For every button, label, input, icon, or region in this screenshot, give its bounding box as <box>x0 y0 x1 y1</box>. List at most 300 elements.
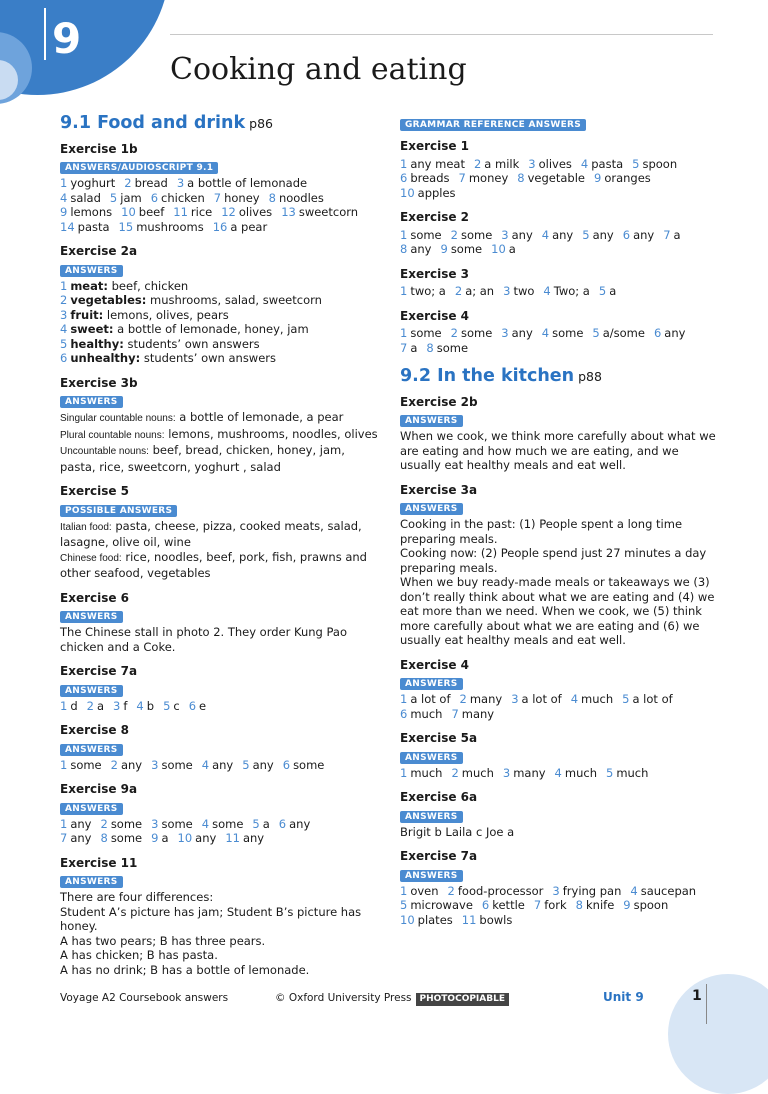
answer-text: oranges <box>604 171 651 185</box>
answer-line <box>400 913 720 928</box>
answer-number: 3 <box>552 883 560 898</box>
answer-number: 3 <box>151 816 159 831</box>
exercise-block <box>60 244 380 366</box>
answer-text: lemons, olives, pears <box>106 307 229 322</box>
answer-paragraph: A has two pears; B has three pears. <box>60 933 266 948</box>
exercise-block <box>60 723 380 772</box>
answer-number: 10 <box>400 912 415 927</box>
answers-badge: ANSWERS <box>60 611 123 623</box>
answer-line <box>60 337 380 352</box>
answer-text: a <box>609 284 617 298</box>
answer-text: Two; a <box>553 284 590 298</box>
answer-text: c <box>173 698 180 713</box>
answer-line <box>60 443 380 474</box>
answer-number: 2 <box>473 156 482 171</box>
answer-line <box>400 228 720 243</box>
answer-number: 2 <box>60 293 68 307</box>
answer-line <box>400 242 720 257</box>
grammar-reference-badge: GRAMMAR REFERENCE ANSWERS <box>400 119 586 131</box>
answer-text: b <box>146 698 155 713</box>
answer-number: 8 <box>268 190 276 205</box>
answer-text: any <box>212 757 234 772</box>
answer-badge-row <box>60 800 380 817</box>
page-title: Cooking and eating <box>170 52 467 87</box>
exercise-title: Exercise 2b <box>400 394 478 409</box>
answer-line <box>400 707 720 722</box>
answer-text: any <box>511 227 533 242</box>
answers-badge: ANSWERS <box>60 396 123 408</box>
answer-text: some <box>110 831 143 845</box>
answer-text: any <box>252 757 274 772</box>
answer-text: mushrooms <box>136 219 204 234</box>
answer-number: 5 <box>605 765 614 780</box>
answer-number: 4 <box>570 692 579 706</box>
answer-line <box>60 427 380 444</box>
exercise-title: Exercise 4 <box>400 657 470 672</box>
answer-text: beef, chicken <box>111 278 189 293</box>
answer-number: 3 <box>151 757 159 772</box>
answer-line <box>60 322 380 337</box>
answer-text: beef <box>138 205 165 219</box>
answer-line <box>60 293 380 308</box>
answer-line <box>60 550 380 581</box>
answer-line <box>60 758 380 773</box>
exercise-title: Exercise 11 <box>60 855 138 870</box>
answer-number: 6 <box>400 171 408 185</box>
exercise-title: Exercise 2 <box>400 210 470 224</box>
answer-badge-row <box>400 412 720 429</box>
exercise-block <box>60 376 380 475</box>
exercise-title: Exercise 2a <box>60 244 138 258</box>
exercise-block <box>400 658 720 722</box>
answer-line <box>60 308 380 323</box>
answer-number: 5 <box>622 692 630 706</box>
answer-badge-row <box>400 749 720 766</box>
answers-badge: ANSWERS <box>400 752 463 764</box>
answer-text: saucepan <box>640 883 697 898</box>
answer-number: 2 <box>459 692 467 706</box>
answer-text: any <box>242 831 265 845</box>
answer-number: 4 <box>201 757 210 772</box>
answer-text: bowls <box>479 912 513 927</box>
answer-text: noodles <box>278 190 324 205</box>
answer-label: unhealthy: <box>70 351 141 365</box>
exercise-block <box>60 664 380 713</box>
section-page-ref: p88 <box>578 369 602 384</box>
answer-line <box>60 220 380 235</box>
answer-text: plates <box>417 912 453 927</box>
answer-number: 5 <box>598 284 607 298</box>
answer-number: 1 <box>400 156 408 171</box>
answers-badge: ANSWERS <box>60 685 123 697</box>
answer-paragraph: The Chinese stall in photo 2. They order Kung Pao chicken and a Coke. <box>60 625 348 654</box>
unit-divider <box>44 8 46 60</box>
answer-number: 5 <box>582 227 590 242</box>
answer-number: 4 <box>541 227 550 242</box>
answer-text: spoon <box>642 156 678 171</box>
answer-number: 2 <box>450 326 458 340</box>
answer-number: 16 <box>212 219 228 234</box>
answer-number: 6 <box>653 326 662 340</box>
answer-line <box>400 692 720 707</box>
answer-badge-row <box>400 808 720 825</box>
answer-number: 1 <box>60 816 68 831</box>
answer-label: vegetables: <box>70 293 147 307</box>
answer-line <box>400 186 720 201</box>
answer-number: 2 <box>451 765 459 780</box>
answer-text: any <box>592 227 614 242</box>
answer-number: 10 <box>400 185 415 200</box>
answer-number: 2 <box>124 176 132 190</box>
exercise-block <box>400 267 720 299</box>
answer-text: any <box>70 831 92 845</box>
answer-label: sweet: <box>70 322 114 336</box>
answer-text: any <box>120 757 143 772</box>
answer-text: money <box>468 171 509 185</box>
answer-text: some <box>110 816 143 831</box>
answer-text: any <box>289 816 311 831</box>
answer-number: 1 <box>400 227 408 242</box>
exercise-title: Exercise 7a <box>400 849 478 863</box>
answer-number: 2 <box>447 883 455 898</box>
answers-badge: ANSWERS/AUDIOSCRIPT 9.1 <box>60 162 218 174</box>
exercise-title: Exercise 3a <box>400 482 478 497</box>
answer-text: rice, noodles, beef, pork, fish, prawns and other seafood, vegetables <box>60 549 367 580</box>
answer-line <box>60 410 380 427</box>
answer-text: many <box>513 765 546 780</box>
answer-text: two <box>513 284 535 298</box>
answer-number: 5 <box>109 190 118 205</box>
answer-line <box>400 898 720 913</box>
answer-text: any <box>664 326 686 340</box>
answers-badge: POSSIBLE ANSWERS <box>60 505 177 517</box>
exercise-title: Exercise 3b <box>60 375 138 390</box>
answer-text: breads <box>410 171 450 185</box>
answer-text: a <box>96 698 105 713</box>
exercise-block <box>400 395 720 473</box>
answer-paragraph: Cooking now: (2) People spend just 27 minutes a day preparing meals. <box>400 546 707 575</box>
footer-book-title: Voyage A2 Coursebook answers <box>60 992 229 1004</box>
answer-badge-row <box>60 741 380 758</box>
answer-text: pasta <box>591 156 624 171</box>
answer-number: 2 <box>100 816 108 831</box>
answer-text: fork <box>544 898 567 912</box>
answer-text: honey <box>224 190 260 205</box>
answer-text: mushrooms, salad, sweetcorn <box>150 293 322 307</box>
answer-text: a lot of <box>632 692 673 706</box>
exercise-block <box>60 856 380 978</box>
answer-number: 6 <box>60 351 68 365</box>
section-title-9-2 <box>400 366 720 386</box>
answer-number: 6 <box>481 898 490 912</box>
answer-number: 9 <box>440 242 448 256</box>
answer-text: any <box>410 242 432 256</box>
answer-line <box>400 157 720 172</box>
answer-paragraph: When we buy ready-made meals or takeaways we (3) don’t really think about what we are eating and (4) we eat more than we need. When we cook, we (5) think more carefully about what we are eating and (6) we usually eat healthy meals and eat well. <box>400 575 715 647</box>
answer-number: 5 <box>632 156 640 171</box>
answer-text: olives <box>538 156 572 171</box>
answer-number: 11 <box>173 205 188 219</box>
answer-badge-row <box>60 262 380 279</box>
answer-text: microwave <box>410 898 473 912</box>
answer-text: a lot of <box>521 692 562 706</box>
exercise-block <box>400 790 720 839</box>
answer-number: 6 <box>622 227 631 242</box>
answer-paragraph: A has no drink; B has a bottle of lemonade. <box>60 962 310 977</box>
answer-number: 8 <box>100 831 108 845</box>
answers-badge: ANSWERS <box>60 744 123 756</box>
answer-text: any <box>633 227 655 242</box>
answer-text: much <box>581 692 614 706</box>
answer-text: olives <box>238 205 273 219</box>
answer-number: 2 <box>110 757 118 772</box>
answer-badge-row <box>60 608 380 625</box>
answer-number: 6 <box>150 190 159 205</box>
answer-number: 5 <box>252 816 260 831</box>
answer-number: 11 <box>461 912 477 927</box>
answer-paragraph: Brigit b Laila c Joe a <box>400 824 515 839</box>
answer-text: salad <box>70 190 101 205</box>
answer-text: pasta, cheese, pizza, cooked meats, salad, lasagne, olive oil, wine <box>60 518 362 549</box>
answer-number: 6 <box>400 706 408 721</box>
exercise-block <box>60 484 380 581</box>
answer-text: chicken <box>161 190 205 205</box>
answer-number: 8 <box>575 898 583 912</box>
answer-text: knife <box>586 898 615 912</box>
section-title-text: 9.1 Food and drink <box>60 113 246 133</box>
answer-line <box>400 171 720 186</box>
answer-number: 4 <box>543 284 551 298</box>
answer-number: 1 <box>60 698 68 713</box>
answer-text: two; a <box>410 284 446 298</box>
answer-number: 15 <box>118 219 134 234</box>
answer-text: many <box>461 706 495 721</box>
answer-number: 9 <box>151 831 159 845</box>
answer-label: fruit: <box>70 307 104 322</box>
answer-number: 14 <box>60 219 75 234</box>
answer-text: a <box>161 831 169 845</box>
answer-number: 8 <box>400 242 408 256</box>
answer-number: 9 <box>594 171 602 185</box>
answer-number: 1 <box>60 757 68 772</box>
answer-number: 6 <box>278 816 287 831</box>
answer-text: a bottle of lemonade, honey, jam <box>117 322 309 336</box>
answer-number: 5 <box>592 326 600 340</box>
answer-number: 3 <box>501 326 509 340</box>
answer-text: any <box>70 816 92 831</box>
answer-paragraph: A has chicken; B has pasta. <box>60 948 218 962</box>
answer-text: f <box>123 698 128 713</box>
answer-text: any <box>552 227 574 242</box>
answer-text: much <box>564 765 597 780</box>
answer-text: a pear <box>230 219 268 234</box>
header-rule <box>170 34 713 35</box>
answer-text: a <box>508 242 516 256</box>
answer-badge-row <box>60 159 380 176</box>
answer-number: 10 <box>177 831 193 845</box>
answer-text: sweetcorn <box>298 205 359 219</box>
answer-number: 1 <box>400 883 408 898</box>
exercise-block <box>60 782 380 846</box>
answer-number: 4 <box>630 883 638 898</box>
answer-paragraph: Cooking in the past: (1) People spent a long time preparing meals. <box>400 517 683 546</box>
answer-text: any <box>511 326 533 340</box>
answer-text: some <box>293 757 325 772</box>
answers-badge: ANSWERS <box>400 811 463 823</box>
answer-number: 1 <box>400 765 408 780</box>
answer-text: a; an <box>465 284 495 298</box>
answer-number: 9 <box>60 205 68 219</box>
category-label: Plural countable nouns: <box>60 429 165 441</box>
answer-number: 3 <box>501 227 509 242</box>
answer-paragraph: There are four differences: <box>60 890 214 904</box>
section-title-text: 9.2 In the kitchen <box>400 366 575 386</box>
exercise-block <box>400 309 720 356</box>
answer-number: 1 <box>400 326 408 340</box>
answer-number: 7 <box>663 227 671 242</box>
answer-number: 2 <box>86 698 94 713</box>
answer-number: 3 <box>511 692 519 706</box>
answer-number: 5 <box>60 336 68 351</box>
answer-label: meat: <box>70 278 108 293</box>
answer-text: a/some <box>602 326 645 340</box>
answer-text: beef, bread, chicken, honey, jam, pasta, rice, sweetcorn, yoghurt , salad <box>60 443 345 474</box>
answer-text: some <box>161 816 193 831</box>
answer-number: 5 <box>400 898 408 912</box>
copyright-text: © Oxford University Press <box>275 992 412 1004</box>
answer-number: 1 <box>400 284 408 298</box>
section-page-ref: p86 <box>249 116 273 131</box>
answer-text: a lot of <box>410 692 451 706</box>
answer-number: 5 <box>163 698 171 713</box>
footer-copyright <box>275 992 509 1006</box>
answer-text: e <box>199 698 207 713</box>
answer-text: frying pan <box>562 883 622 898</box>
exercise-title: Exercise 5a <box>400 731 478 745</box>
answer-text: much <box>461 765 494 780</box>
answer-text: some <box>450 242 483 256</box>
right-exercise-list <box>400 395 720 928</box>
unit-number: 9 <box>52 14 82 63</box>
exercise-title: Exercise 7a <box>60 664 138 678</box>
answer-text: some <box>460 326 493 340</box>
answer-line <box>400 326 720 341</box>
answer-number: 2 <box>454 284 463 298</box>
category-label: Singular countable nouns: <box>60 413 176 424</box>
answer-badge-row <box>60 682 380 699</box>
answer-text: vegetable <box>527 171 585 185</box>
exercise-title: Exercise 4 <box>400 308 470 323</box>
answer-number: 4 <box>60 322 68 336</box>
answer-paragraph: Student A’s picture has jam; Student B’s picture has honey. <box>60 904 362 933</box>
answer-number: 3 <box>502 765 511 780</box>
answer-number: 3 <box>528 156 536 171</box>
answer-text: some <box>410 227 442 242</box>
exercise-title: Exercise 1b <box>60 141 138 156</box>
answer-paragraph: When we cook, we think more carefully about what we are eating and how much we are eating, and we usually eat healthy meals and eat well. <box>400 429 716 472</box>
answer-line <box>60 191 380 206</box>
exercise-block <box>400 210 720 257</box>
answer-number: 3 <box>60 307 68 322</box>
answer-number: 10 <box>121 205 136 219</box>
answer-text: much <box>410 706 443 721</box>
answers-badge: ANSWERS <box>60 876 123 888</box>
answer-number: 1 <box>60 278 68 293</box>
answer-line <box>400 284 720 299</box>
exercise-title: Exercise 3 <box>400 266 470 281</box>
answer-text: a <box>410 340 418 355</box>
answer-text: students’ own answers <box>143 351 277 365</box>
answer-line <box>60 519 380 550</box>
answer-number: 5 <box>242 757 250 772</box>
answer-number: 6 <box>282 757 291 772</box>
answer-text: students’ own answers <box>127 336 260 351</box>
answer-number: 4 <box>580 156 589 171</box>
answer-text: d <box>70 698 78 713</box>
answer-text: some <box>70 757 102 772</box>
answer-text: lemons <box>70 205 113 219</box>
answer-number: 3 <box>113 698 121 713</box>
exercise-title: Exercise 8 <box>60 723 130 737</box>
exercise-title: Exercise 1 <box>400 139 470 153</box>
answers-badge: ANSWERS <box>60 803 123 815</box>
grammar-exercise-list <box>400 139 720 355</box>
answers-badge: ANSWERS <box>400 678 463 690</box>
exercise-title: Exercise 5 <box>60 484 130 498</box>
answer-number: 4 <box>60 190 68 205</box>
answer-number: 10 <box>491 242 506 256</box>
exercise-title: Exercise 9a <box>60 782 138 796</box>
answer-text: a <box>673 227 681 242</box>
left-exercise-list <box>60 142 380 978</box>
answers-badge: ANSWERS <box>400 870 463 882</box>
exercise-block <box>400 139 720 200</box>
answer-text: rice <box>190 205 213 219</box>
answer-text: yoghurt <box>70 176 116 190</box>
answer-line <box>60 279 380 294</box>
answer-number: 6 <box>188 698 197 713</box>
answer-text: some <box>436 340 469 355</box>
photocopiable-badge: PHOTOCOPIABLE <box>416 993 509 1006</box>
answer-text: a bottle of lemonade <box>187 176 308 190</box>
answer-text: a bottle of lemonade, a pear <box>179 410 344 424</box>
answer-number: 3 <box>176 176 185 190</box>
answer-number: 7 <box>213 190 222 205</box>
answers-badge: ANSWERS <box>400 415 463 427</box>
answer-number: 4 <box>554 765 562 780</box>
answer-number: 11 <box>225 831 240 845</box>
answers-badge: ANSWERS <box>400 503 463 515</box>
page-number: 1 <box>692 988 702 1004</box>
answer-text: jam <box>120 190 142 205</box>
answer-text: many <box>469 692 503 706</box>
answer-number: 2 <box>450 227 458 242</box>
answer-number: 7 <box>533 898 542 912</box>
footer-circle-decoration <box>668 974 768 1094</box>
exercise-block <box>60 142 380 235</box>
answer-text: lemons, mushrooms, noodles, olives <box>168 426 378 441</box>
answer-line <box>60 699 380 714</box>
answer-number: 7 <box>458 171 466 185</box>
exercise-block <box>400 731 720 780</box>
answer-line <box>400 341 720 356</box>
answer-text: a milk <box>484 156 520 171</box>
answer-number: 3 <box>503 284 511 298</box>
answer-number: 13 <box>281 205 296 219</box>
answer-line <box>60 817 380 832</box>
answer-number: 7 <box>60 831 68 845</box>
answer-badge-row <box>400 500 720 517</box>
